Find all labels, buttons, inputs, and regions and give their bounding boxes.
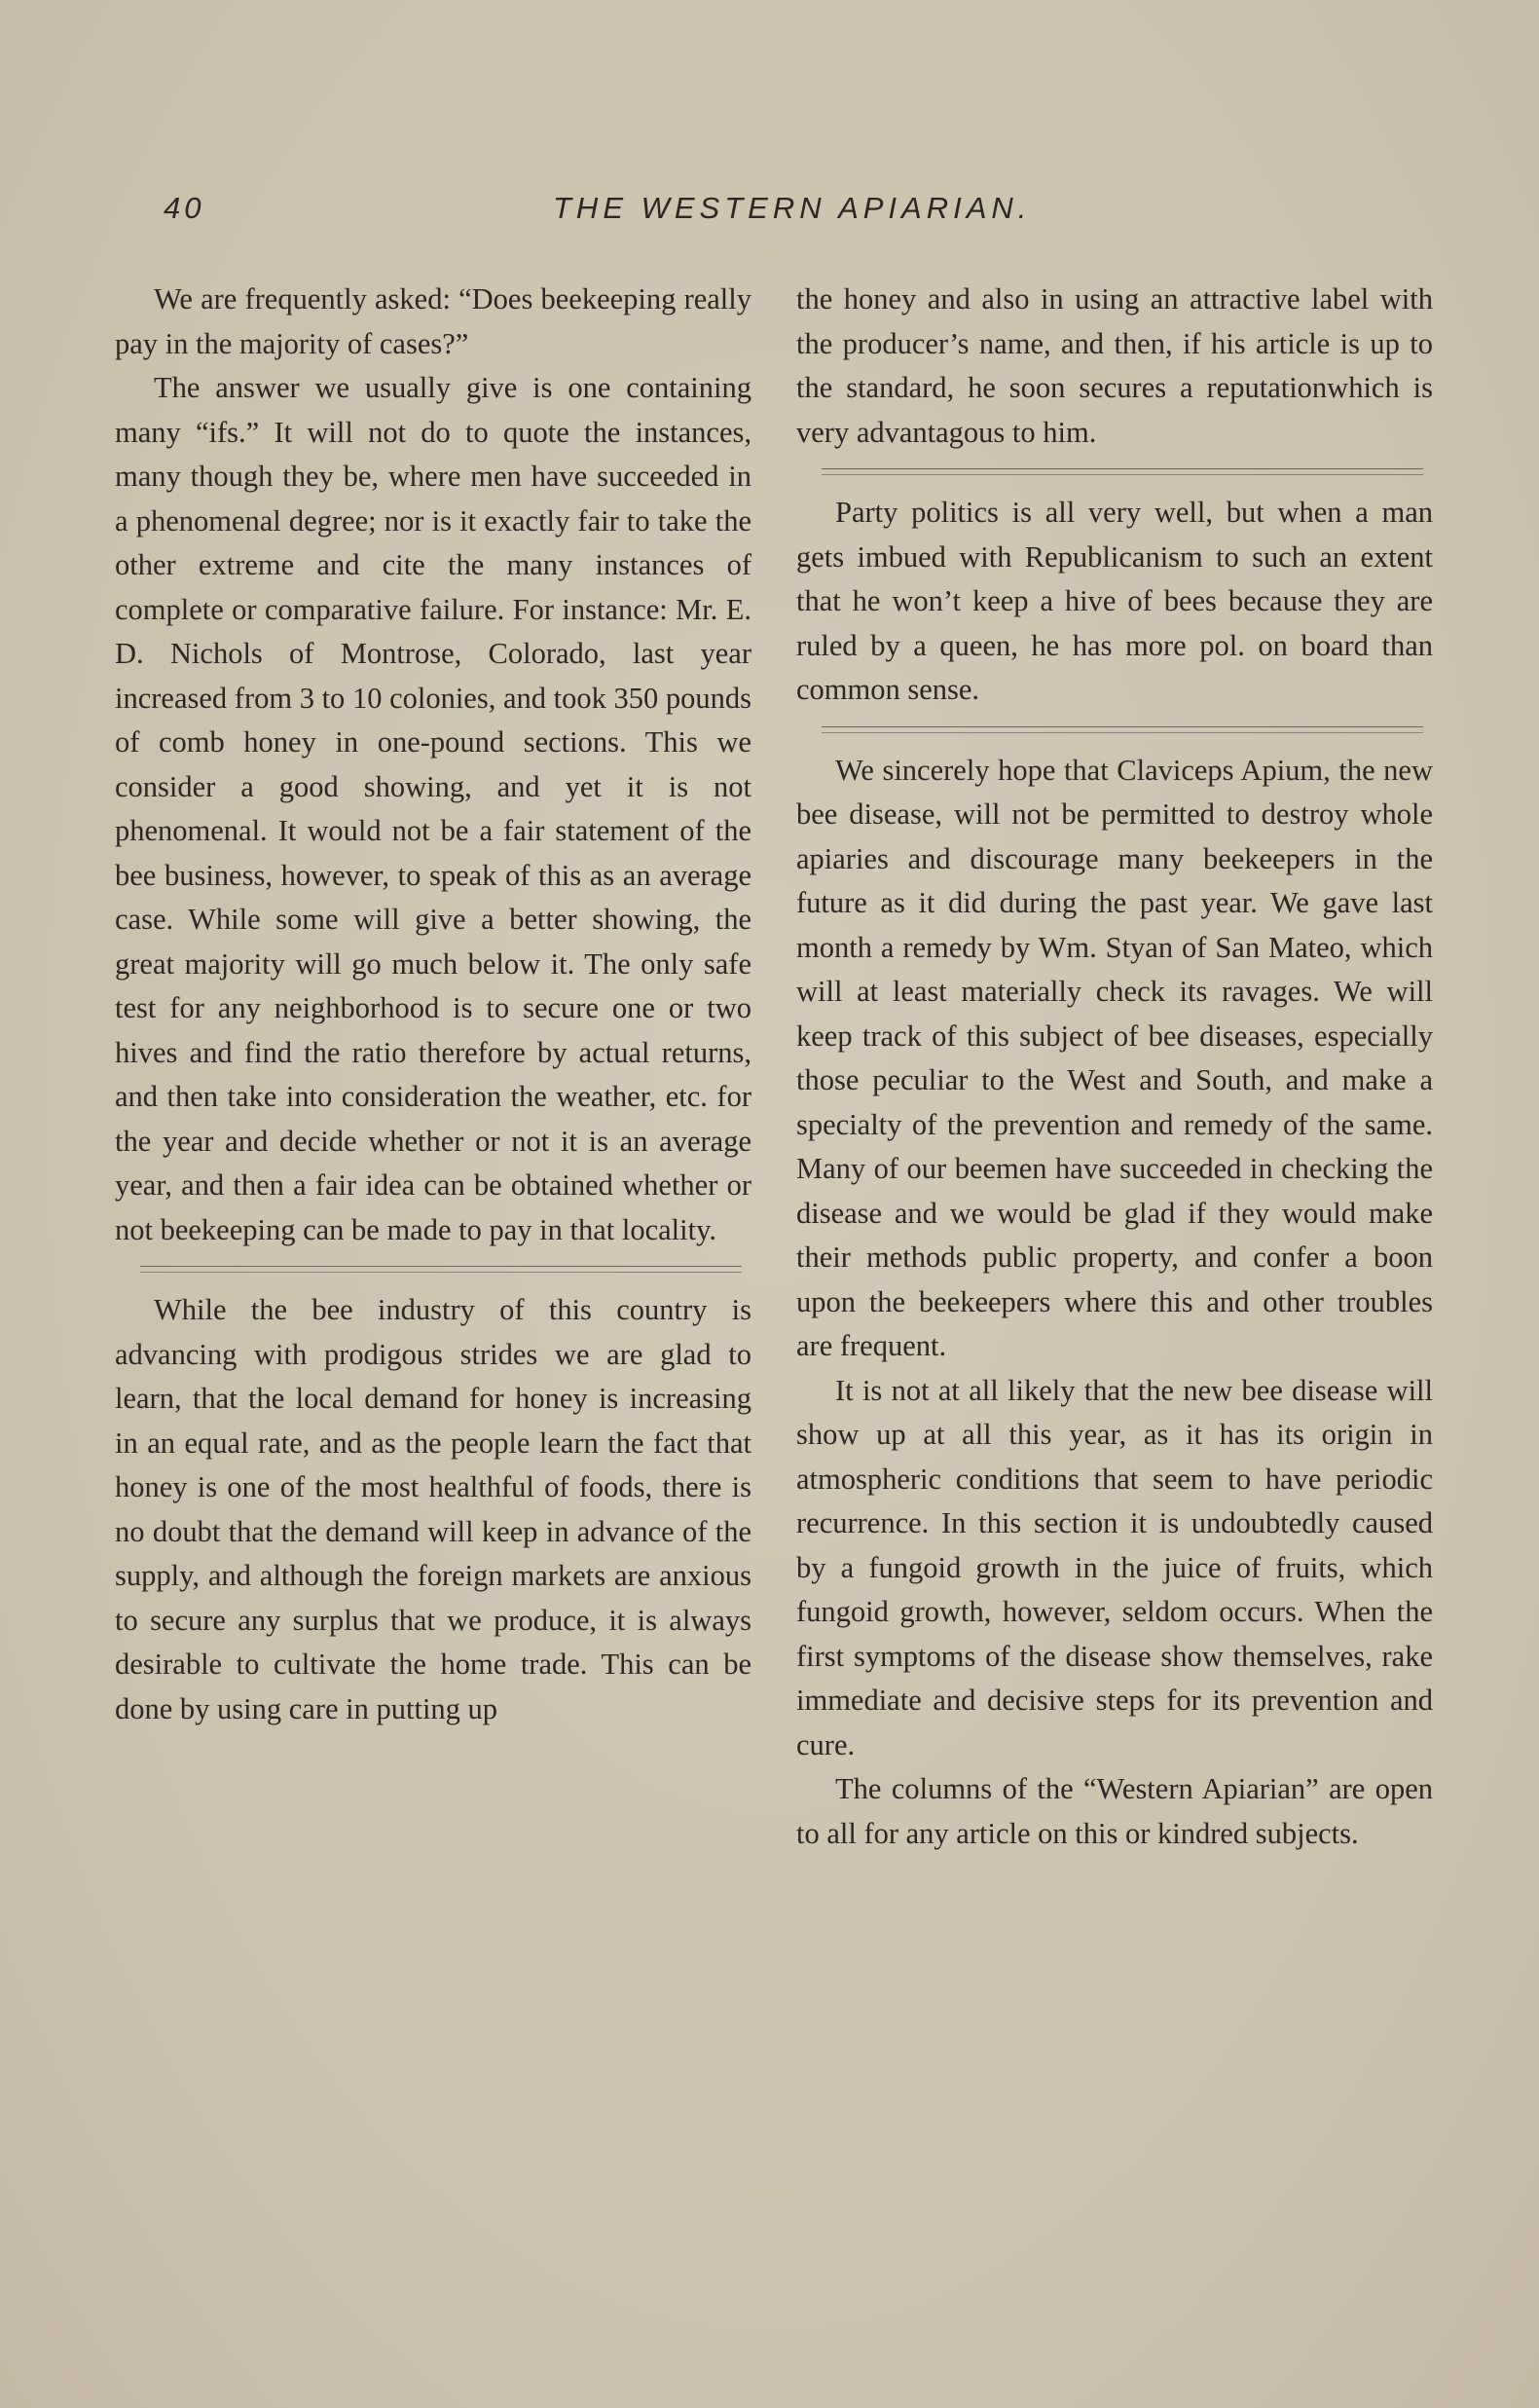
paragraph-honey-label: the honey and also in using an attractive label with the producer’s name, and then, if his article is up to the standard, he soon secures a reputationwhich is very advantagous to him.: [796, 282, 1433, 449]
paragraph-bee-disease: We sincerely hope that Claviceps Apium, the new bee disease, will not be permitted to destroy whole apiaries and discourage many beekeepers in the future as it did during the past year. We gave last month a remedy by Wm. Styan of San Mateo, which will at least materially check its ravages. We will keep track of this subject of bee diseases, especially those peculiar to the West and South, and make a specialty of the prevention and remedy of the same. Many of our beemen have succeeded in checking the disease and we would be glad if they would make their methods public property, and confer a boon upon the beekeepers where this and other troubles are frequent.: [796, 753, 1433, 1362]
paragraph-party-politics: Party politics is all very well, but when a man gets imbued with Republicanism to such an extent that he won’t keep a hive of bees because they are ruled by a queen, he has more pol. on board than common sense.: [796, 496, 1433, 706]
section-divider: [822, 726, 1423, 733]
paragraph-answer: The answer we usually give is one containing many “ifs.” It will not do to quote the instances, many though they be, where men have succeeded in a phenomenal degree; nor is it exactly fair to take the other extreme and cite the many instances of complete or comparative failure. For instance: Mr. E. D. Nichols of Montrose, Colorado, last year increased from 3 to 10 colonies, and took 350 pounds of comb honey in one-pound sections. This we consider a good showing, and yet it is not phenomenal. It would not be a fair statement of the bee business, however, to speak of this as an average case. While some will give a better showing, the great majority will go much below it. The only safe test for any neighborhood is to secure one or two hives and find the ratio therefore by actual returns, and then take into consideration the weather, etc. for the year and decide whether or not it is an average year, and then a fair idea can be obtained whether or not beekeeping can be made to pay in that locality.: [115, 371, 751, 1246]
page-header: [164, 191, 1429, 234]
page-number: 40: [164, 191, 205, 225]
left-column: [115, 278, 751, 1731]
paragraph-question: We are frequently asked: “Does beekeeping really pay in the majority of cases?”: [115, 282, 751, 360]
paragraph-columns-open: The columns of the “Western Apiarian” are open to all for any article on this or kindred subjects.: [796, 1772, 1433, 1850]
section-divider: [822, 468, 1423, 475]
running-title: THE WESTERN APIARIAN.: [553, 191, 1032, 225]
section-divider: [140, 1266, 742, 1273]
paragraph-bee-industry: While the bee industry of this country is advancing with prodigous strides we are glad to learn, that the local demand for honey is increasing in an equal rate, and as the people learn the fact that honey is one of the most healthful of foods, there is no doubt that the demand will keep in advance of the supply, and although the foreign markets are anxious to secure any surplus that we produce, it is always desirable to cultivate the home trade. This can be done by using care in putting up: [115, 1293, 751, 1725]
right-column: [796, 278, 1433, 1856]
paragraph-disease-origin: It is not at all likely that the new bee disease will show up at all this year, as it has its origin in atmospheric conditions that seem to have periodic recurrence. In this section it is undoubtedly caused by a fungoid growth in the juice of fruits, which fungoid growth, however, seldom occurs. When the first symptoms of the disease show themselves, rake immediate and decisive steps for its prevention and cure.: [796, 1373, 1433, 1761]
